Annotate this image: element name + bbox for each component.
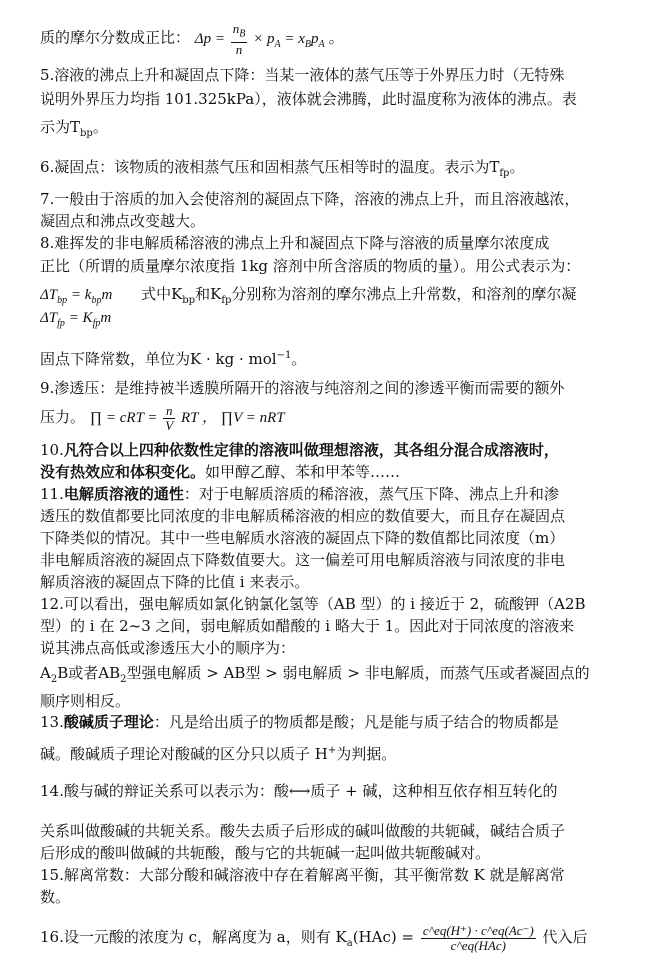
formula-bp (40, 287, 113, 306)
numerator: n (163, 404, 175, 419)
text: 6.凝固点：该物质的液相蒸气压和固相蒸气压相等时的温度。表示为T (40, 158, 500, 176)
line-formula-fp (40, 306, 608, 335)
line: 凝固点和沸点改变越大。 (40, 212, 206, 230)
sup: −1 (276, 350, 292, 361)
line: 顺序则相反。 (40, 692, 131, 710)
line-dissociation (40, 922, 608, 959)
line: 15.解离常数：大部分酸和碱溶液中存在着解离平衡，其平衡常数 K 就是解离常 (40, 866, 565, 884)
text: A (40, 664, 51, 682)
text: B或者AB (57, 664, 121, 682)
line: 非电解质溶液的凝固点下降数值要大。这一偏差可用电解质溶液与同浓度的非电 (40, 551, 566, 569)
denominator: c^eq(HAc) (450, 937, 506, 953)
text: ：对于电解质溶质的稀溶液，蒸气压下降、沸点上升和渗 (183, 485, 559, 503)
text: 13. (40, 713, 64, 731)
text: 示为T (40, 118, 81, 136)
line: 正比（所谓的质量摩尔浓度指 1kg 溶剂中所含溶质的物质的量）。用公式表示为： (40, 257, 581, 275)
line (40, 483, 608, 505)
line: 透压的数值都要比同浓度的非电解质稀溶液的相应的数值要大，而且存在凝固点 (40, 507, 566, 525)
text: ΔT (40, 310, 58, 326)
text: 。 (92, 118, 108, 136)
formula-raoult: Δp = $\frac{n_B}{n}$ × $p_A = x_Bp_A$ 。 (194, 22, 344, 57)
sub: fp (57, 318, 65, 329)
text: 为判据。 (336, 745, 397, 763)
text: ∏ = cRT = (89, 409, 162, 426)
text: 。 (509, 158, 525, 176)
sub: bp (80, 128, 93, 139)
sub: fp (221, 295, 232, 306)
text: 型强电解质 > AB型 > 弱电解质 > 非电解质，而蒸气压或者凝固点的 (126, 664, 590, 682)
text: 10. (40, 441, 64, 459)
sub: bp (91, 295, 102, 306)
fraction (421, 924, 536, 953)
numerator: c^eq(H⁺) · c^eq(Ac⁻) (422, 922, 534, 938)
line (40, 345, 608, 370)
text-bold: 没有热效应和体积变化。 (40, 463, 206, 481)
text: = K (64, 310, 93, 326)
text: = k (67, 287, 92, 303)
line (40, 740, 608, 765)
line: 7.一般由于溶质的加入会使溶剂的凝固点下降，溶液的沸点上升，而且溶液越浓， (40, 190, 580, 208)
denominator: V (165, 418, 174, 433)
sub: bp (57, 295, 68, 306)
sub: fp (92, 318, 101, 329)
text: 压力。 (40, 407, 86, 426)
text: 质的摩尔分数成正比： (40, 28, 191, 47)
line: 说明外界压力均指 101.325kPa），液体就会沸腾，此时温度称为液体的沸点。表 (40, 90, 577, 108)
text: 固点下降常数，单位为K · kg · mol (40, 350, 277, 368)
line: 14.酸与碱的辩证关系可以表示为：酸⟷质子 + 碱，这种相互依存相互转化的 (40, 782, 558, 800)
formula-fp (40, 310, 112, 329)
text: 代入后 (542, 928, 588, 946)
line: 解质溶液的凝固点下降的比值 i 来表示。 (40, 573, 310, 591)
sub: 2 (50, 674, 58, 685)
line (40, 439, 608, 461)
line: 关系叫做酸碱的共轭关系。酸失去质子后形成的碱叫做酸的共轭碱，碱结合质子 (40, 822, 566, 840)
line (40, 711, 608, 733)
text: 和K (195, 285, 222, 303)
line-mole-fraction (40, 22, 608, 57)
text: 16.设一元酸的浓度为 c，解离度为 a，则有 K (40, 928, 347, 946)
text-bold: 凡符合以上四种依数性定律的溶液叫做理想溶液，其各组分混合成溶液时， (63, 441, 559, 459)
sub: bp (182, 295, 196, 306)
text: ：凡是给出质子的物质都是酸；凡是能与质子结合的物质都是 (153, 713, 559, 731)
sub: a (346, 938, 353, 949)
formula-osmotic (89, 404, 285, 433)
text-bold: 电解质溶液的通性 (63, 485, 184, 503)
text: 式中K (141, 285, 183, 303)
line: 下降类似的情况。其中一些电解质水溶液的凝固点下降的数值都比同浓度（m） (40, 529, 565, 547)
text: 分别称为溶剂的摩尔沸点上升常数，和溶剂的摩尔凝 (231, 285, 577, 303)
text: 11. (40, 485, 64, 503)
text: RT ， ∏V = nRT (177, 409, 285, 426)
line: 9.渗透压：是维持被半透膜所隔开的溶液与纯溶剂之间的渗透平衡而需要的额外 (40, 379, 565, 397)
line: 说其沸点高低或渗透压大小的顺序为： (40, 639, 296, 657)
line-osmotic (40, 404, 608, 433)
text: (HAc) = (352, 928, 419, 946)
line (40, 156, 608, 185)
sub: fp (499, 168, 510, 179)
line (40, 116, 608, 145)
text: m (101, 287, 113, 303)
text: m (100, 310, 112, 326)
line: 5.溶液的沸点上升和凝固点下降：当某一液体的蒸气压等于外界压力时（无特殊 (40, 66, 565, 84)
line: 8.难挥发的非电解质稀溶液的沸点上升和凝固点下降与溶液的质量摩尔浓度成 (40, 234, 550, 252)
text: 如甲醇乙醇、苯和甲苯等…… (205, 463, 401, 481)
line: 型）的 i 在 2~3 之间，弱电解质如醋酸的 i 略大于 1。因此对于同浓度的溶液来 (40, 617, 575, 635)
line (40, 662, 608, 691)
sub: 2 (120, 674, 127, 685)
text: ΔT (40, 287, 58, 303)
text-bold: 酸碱质子理论 (63, 713, 154, 731)
line: 数。 (40, 888, 71, 906)
fraction (163, 404, 175, 433)
line: 12.可以看出，强电解质如氯化钠氯化氢等（AB 型）的 i 接近于 2，硫酸钾（A2B (40, 595, 586, 613)
line: 后形成的酸叫做碱的共轭酸，酸与它的共轭碱一起叫做共轭酸碱对。 (40, 844, 491, 862)
text: 。 (291, 350, 307, 368)
sup: + (327, 745, 337, 756)
text: 碱。酸碱质子理论对酸碱的区分只以质子 H (40, 745, 328, 763)
fraction: $\frac{n_B}{n}$ (232, 22, 246, 57)
line (40, 461, 608, 483)
